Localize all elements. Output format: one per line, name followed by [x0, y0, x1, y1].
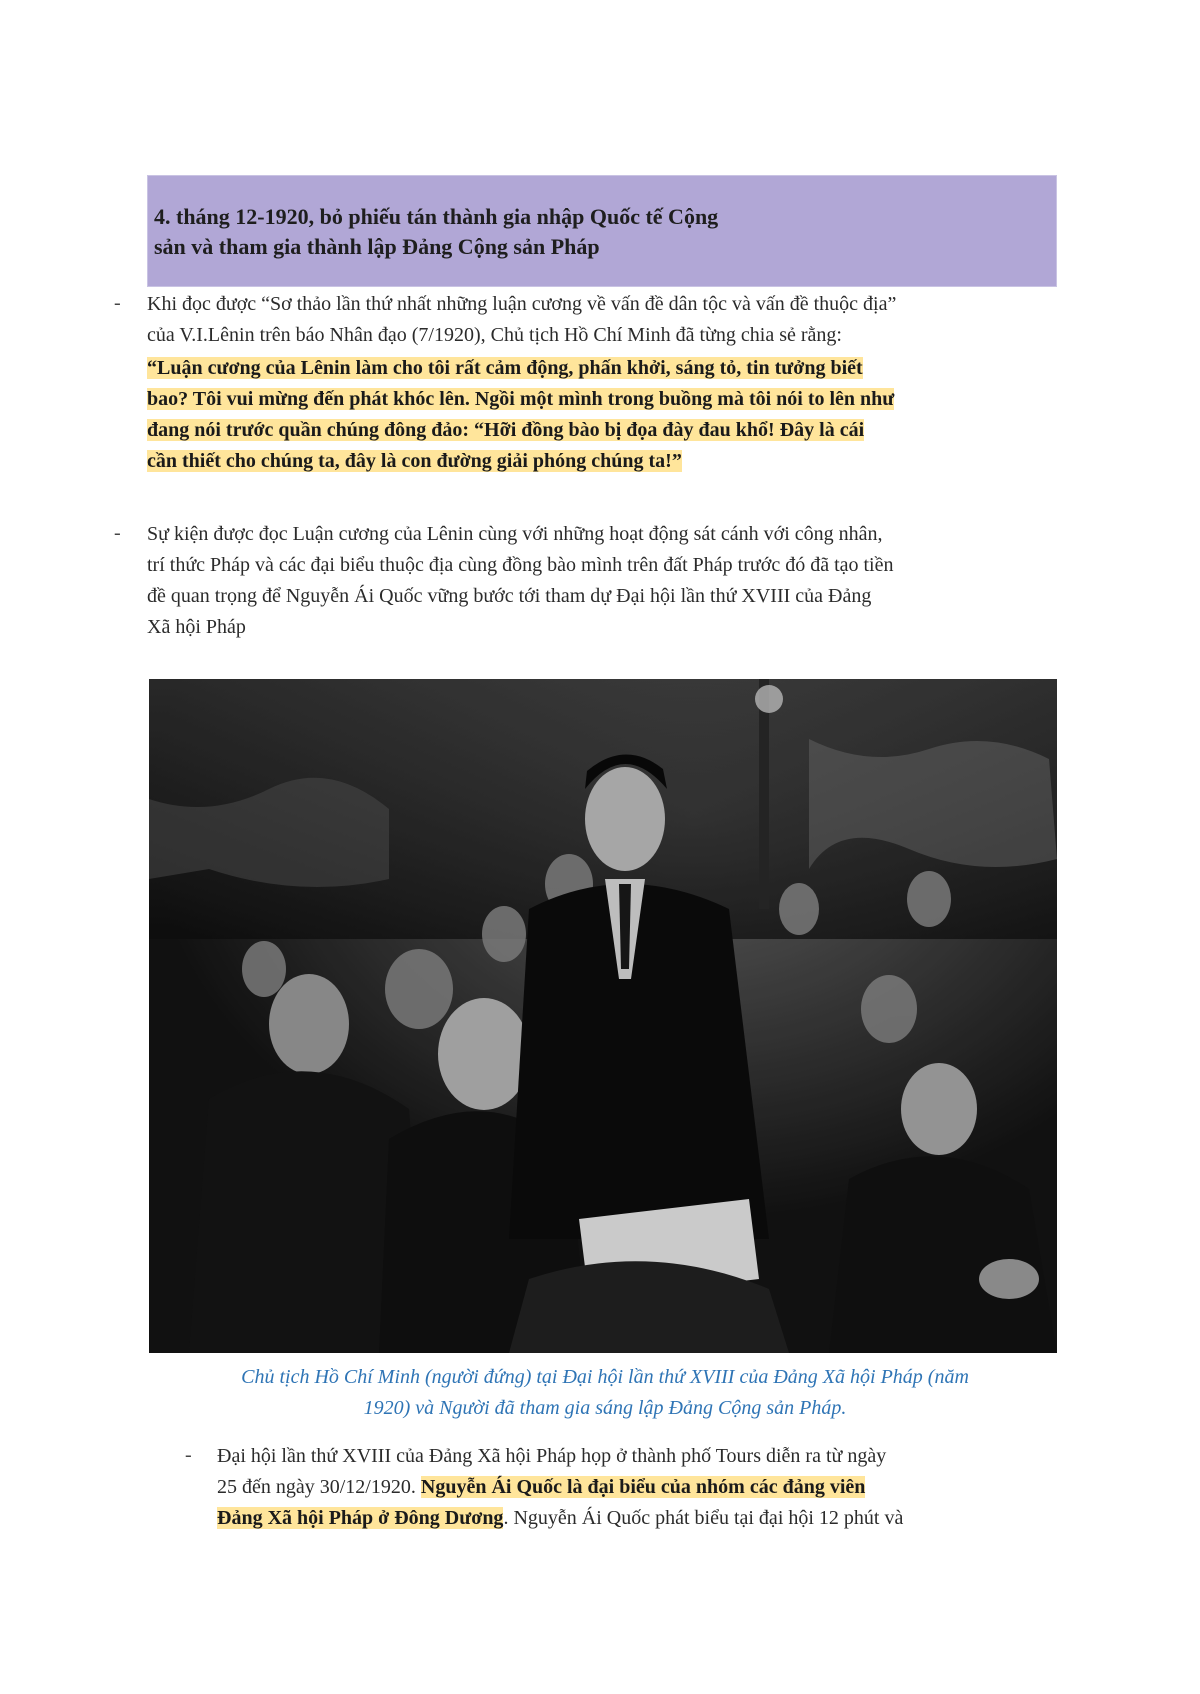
caption-line: Chủ tịch Hồ Chí Minh (người đứng) tại Đại hội lần thứ XVIII của Đảng Xã hội Pháp (năm: [241, 1366, 969, 1388]
bold-highlight: Nguyễn Ái Quốc là đại biểu của nhóm các đảng viên: [420, 1476, 866, 1498]
caption-line: 1920) và Người đã tham gia sáng lập Đảng Cộng sản Pháp.: [363, 1397, 847, 1419]
bullet-dash: -: [114, 522, 121, 544]
paragraph-line: [217, 1503, 1077, 1534]
section-heading: [154, 202, 794, 262]
quote-line: đang nói trước quần chúng đông đảo: “Hỡi đồng bào bị đọa đày đau khổ! Đây là cái: [147, 419, 865, 441]
bullet-paragraph-2: [147, 519, 1067, 643]
plain-text: . Nguyễn Ái Quốc phát biểu tại đại hội 12 phút và: [503, 1507, 904, 1529]
plain-text: 25 đến ngày 30/12/1920.: [217, 1476, 421, 1498]
bullet-dash: -: [185, 1444, 192, 1466]
bullet-paragraph-1: [147, 289, 1067, 477]
quote-block: [147, 353, 1067, 477]
bullet-paragraph-3: [217, 1441, 1077, 1534]
heading-line-2: sản và tham gia thành lập Đảng Cộng sản Pháp: [154, 234, 600, 259]
quote-line: bao? Tôi vui mừng đến phát khóc lên. Ngồi một mình trong buồng mà tôi nói to lên như: [147, 388, 895, 410]
paragraph-line: [217, 1472, 1077, 1503]
bold-highlight: Đảng Xã hội Pháp ở Đông Dương: [217, 1507, 504, 1529]
photo-illustration: [149, 679, 1057, 1353]
paragraph-line: Xã hội Pháp: [147, 616, 246, 638]
photo-caption: [130, 1362, 1080, 1424]
quote-line: “Luận cương của Lênin làm cho tôi rất cảm động, phấn khởi, sáng tỏ, tin tưởng biết: [147, 357, 863, 379]
quote-line: cần thiết cho chúng ta, đây là con đường giải phóng chúng ta!”: [147, 450, 682, 472]
paragraph-line: Sự kiện được đọc Luận cương của Lênin cùng với những hoạt động sát cánh với công nhân,: [147, 523, 883, 545]
paragraph-line: Đại hội lần thứ XVIII của Đảng Xã hội Pháp họp ở thành phố Tours diễn ra từ ngày: [217, 1445, 887, 1467]
bullet-dash: -: [114, 292, 121, 314]
historical-photo: [149, 679, 1057, 1353]
paragraph-line: của V.I.Lênin trên báo Nhân đạo (7/1920), Chủ tịch Hồ Chí Minh đã từng chia sẻ rằng:: [147, 324, 842, 346]
heading-line-1: 4. tháng 12-1920, bỏ phiếu tán thành gia nhập Quốc tế Cộng: [154, 204, 719, 229]
section-heading-box: [147, 175, 1057, 287]
paragraph-line: đề quan trọng để Nguyễn Ái Quốc vững bước tới tham dự Đại hội lần thứ XVIII của Đảng: [147, 585, 872, 607]
paragraph-line: trí thức Pháp và các đại biểu thuộc địa cùng đồng bào mình trên đất Pháp trước đó đã tạo tiền: [147, 554, 894, 576]
paragraph-line: Khi đọc được “Sơ thảo lần thứ nhất những luận cương về vấn đề dân tộc và vấn đề thuộc địa”: [147, 293, 897, 315]
